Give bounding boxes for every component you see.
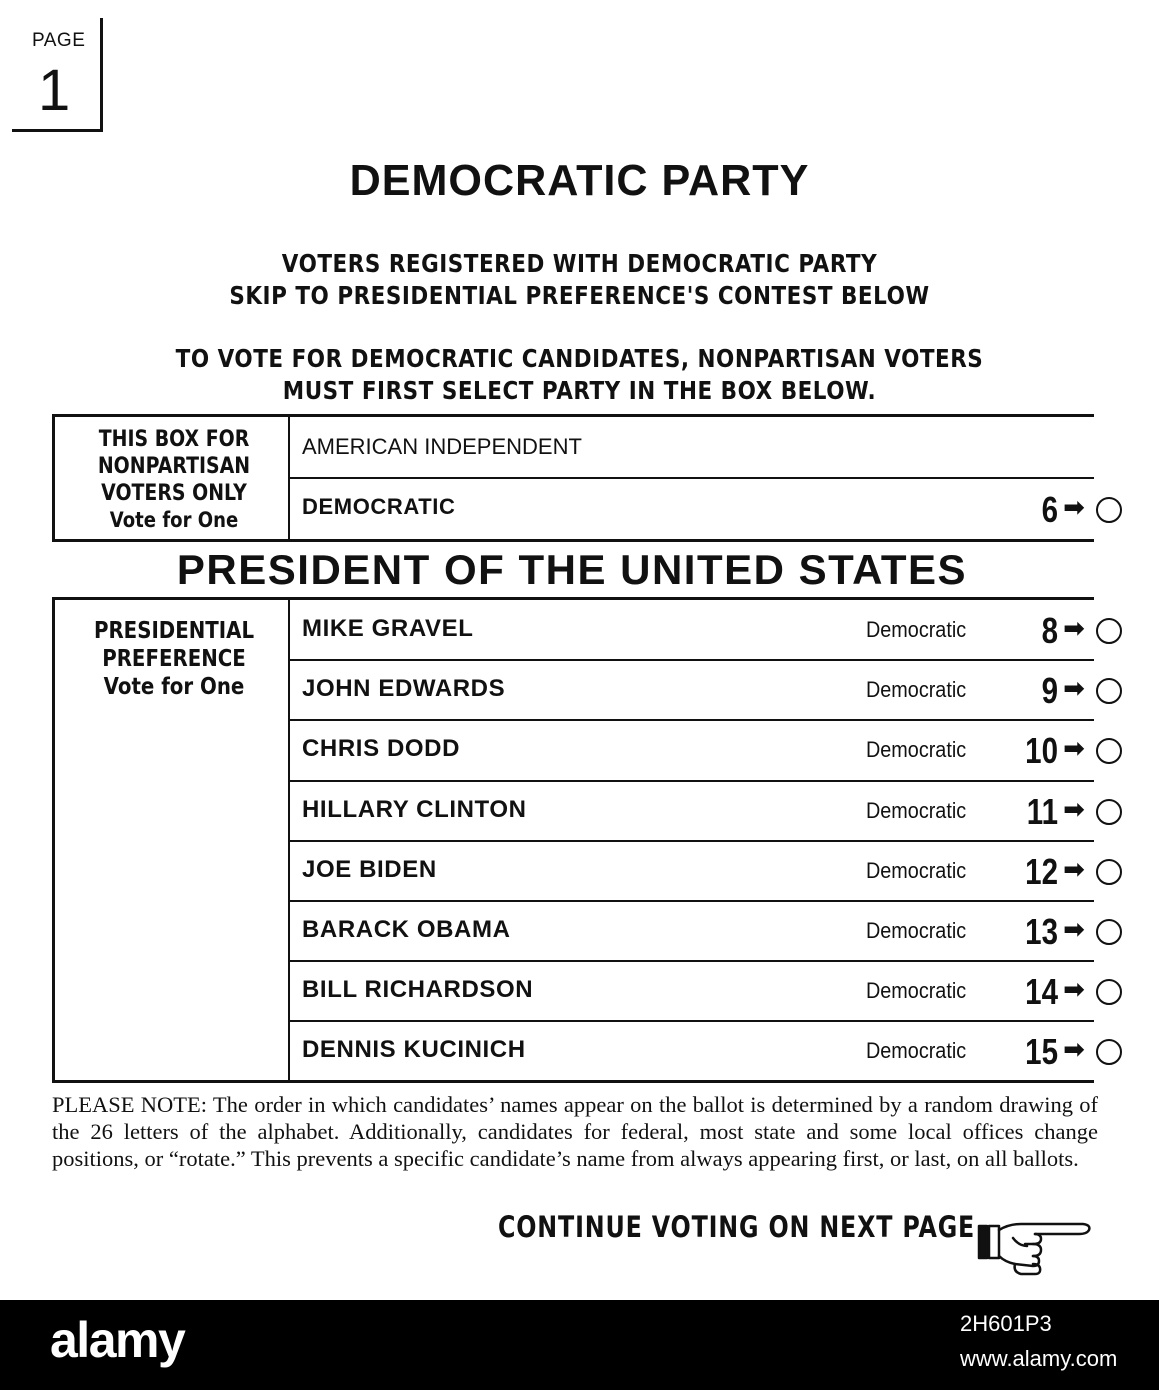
vote-position-number: 15: [1025, 1031, 1058, 1073]
contest-title: PRESIDENT OF THE UNITED STATES: [176, 546, 968, 593]
presidential-preference-label: [76, 617, 272, 701]
page-marker-horizontal-rule: [12, 129, 103, 132]
vote-position-number: 14: [1025, 971, 1058, 1013]
candidate-party: Democratic: [866, 617, 967, 642]
label-line: Vote for One: [109, 508, 239, 532]
party-option-american-independent: AMERICAN INDEPENDENT: [302, 434, 582, 459]
vote-oval[interactable]: [1096, 738, 1122, 764]
label-line: VOTERS ONLY: [101, 481, 247, 506]
ballot-order-note: PLEASE NOTE: The order in which candidates’ names appear on the ballot is determined by a random drawing of the 26 letters of the alphabet. Additionally, candidates for federal, most state and some local offices change positions, or “rotate.” This prevents a specific candidate’s name from always appearing first, or last, on all ballots.: [52, 1092, 1098, 1171]
candidate-name: CHRIS DODD: [302, 735, 461, 763]
vote-oval[interactable]: [1096, 859, 1122, 885]
candidate-party: Democratic: [866, 918, 967, 943]
label-line: PREFERENCE: [102, 646, 246, 672]
pointing-hand-graphic: [975, 1216, 1095, 1278]
box-bottom-rule: [52, 1080, 1094, 1083]
vote-oval[interactable]: [1096, 919, 1122, 945]
row-rule: [290, 1020, 1094, 1022]
vote-oval[interactable]: [1096, 979, 1122, 1005]
footer-url: www.alamy.com: [960, 1346, 1118, 1371]
vote-position-number: 12: [1025, 850, 1058, 892]
vote-position-number: 9: [1041, 670, 1058, 712]
arrow-right-icon: ➡: [1063, 793, 1085, 824]
arrow-right-icon: ➡: [1063, 914, 1085, 944]
arrow-right-icon: ➡: [1063, 733, 1085, 764]
row-rule: [290, 960, 1094, 962]
vote-oval-democratic[interactable]: [1096, 497, 1122, 523]
candidate-party: Democratic: [866, 677, 967, 703]
vote-oval[interactable]: [1096, 799, 1122, 825]
arrow-right-icon: ➡: [1063, 613, 1085, 643]
label-line: PRESIDENTIAL: [93, 618, 255, 644]
row-rule: [290, 659, 1094, 661]
nonpartisan-voters-instruction: [81, 343, 1078, 407]
candidate-name: JOHN EDWARDS: [302, 675, 506, 703]
candidate-name: BILL RICHARDSON: [302, 976, 534, 1004]
arrow-right-icon: ➡: [1063, 853, 1085, 884]
label-line: NONPARTISAN: [97, 454, 251, 479]
candidate-name: DENNIS KUCINICH: [302, 1036, 526, 1064]
box-left-rule: [52, 414, 55, 542]
arrow-right-icon: ➡: [1063, 1034, 1085, 1065]
footer-image-code: 2H601P3: [960, 1311, 1052, 1336]
candidate-party: Democratic: [866, 1038, 967, 1064]
pointing-hand-icon: [975, 1216, 1095, 1278]
candidate-party: Democratic: [866, 857, 967, 883]
arrow-right-icon: ➡: [1063, 673, 1085, 704]
instruction-line: MUST FIRST SELECT PARTY IN THE BOX BELOW.: [282, 376, 877, 405]
box-bottom-rule: [52, 539, 1094, 542]
nonpartisan-box-label: [76, 426, 272, 534]
page-marker-vertical-rule: [100, 18, 103, 132]
candidate-name: HILLARY CLINTON: [302, 795, 527, 823]
row-rule: [290, 477, 1094, 479]
candidate-party: Democratic: [866, 737, 967, 763]
page-marker: [0, 0, 110, 140]
instruction-line: SKIP TO PRESIDENTIAL PREFERENCE'S CONTEST BELOW: [229, 281, 930, 310]
vote-position-number: 8: [1041, 610, 1058, 651]
page-label: PAGE: [32, 30, 86, 51]
row-rule: [290, 900, 1094, 902]
vote-position-number: 13: [1025, 911, 1058, 952]
party-option-democratic: DEMOCRATIC: [302, 494, 456, 519]
candidate-name: BARACK OBAMA: [302, 916, 511, 943]
candidate-name: MIKE GRAVEL: [302, 615, 474, 642]
candidate-party: Democratic: [866, 978, 967, 1004]
box-left-rule: [52, 597, 55, 1083]
instruction-line: TO VOTE FOR DEMOCRATIC CANDIDATES, NONPARTISAN VOTERS: [175, 344, 984, 373]
candidate-name: JOE BIDEN: [302, 855, 437, 883]
vote-position-number: 11: [1026, 790, 1058, 832]
vote-position-number: 10: [1025, 730, 1058, 772]
vote-oval[interactable]: [1096, 1039, 1122, 1065]
footer-brand-logo: alamy: [50, 1312, 185, 1368]
party-title: DEMOCRATIC PARTY: [349, 156, 810, 205]
candidate-party: Democratic: [866, 797, 967, 823]
instruction-line: VOTERS REGISTERED WITH DEMOCRATIC PARTY: [281, 249, 878, 278]
arrow-right-icon: ➡: [1063, 974, 1085, 1005]
arrow-right-icon: ➡: [1063, 492, 1085, 522]
continue-voting-text: CONTINUE VOTING ON NEXT PAGE: [498, 1210, 976, 1244]
row-rule: [290, 840, 1094, 842]
registered-voters-instruction: [81, 248, 1078, 312]
box-top-rule: [52, 597, 1094, 600]
vote-oval[interactable]: [1096, 678, 1122, 704]
box-top-rule: [52, 414, 1094, 417]
row-rule: [290, 780, 1094, 782]
label-line: THIS BOX FOR: [98, 427, 250, 452]
label-line: Vote for One: [103, 674, 245, 700]
vote-position-number: 6: [1041, 489, 1058, 530]
row-rule: [290, 719, 1094, 721]
vote-oval[interactable]: [1096, 618, 1122, 644]
page-number: 1: [38, 58, 71, 123]
